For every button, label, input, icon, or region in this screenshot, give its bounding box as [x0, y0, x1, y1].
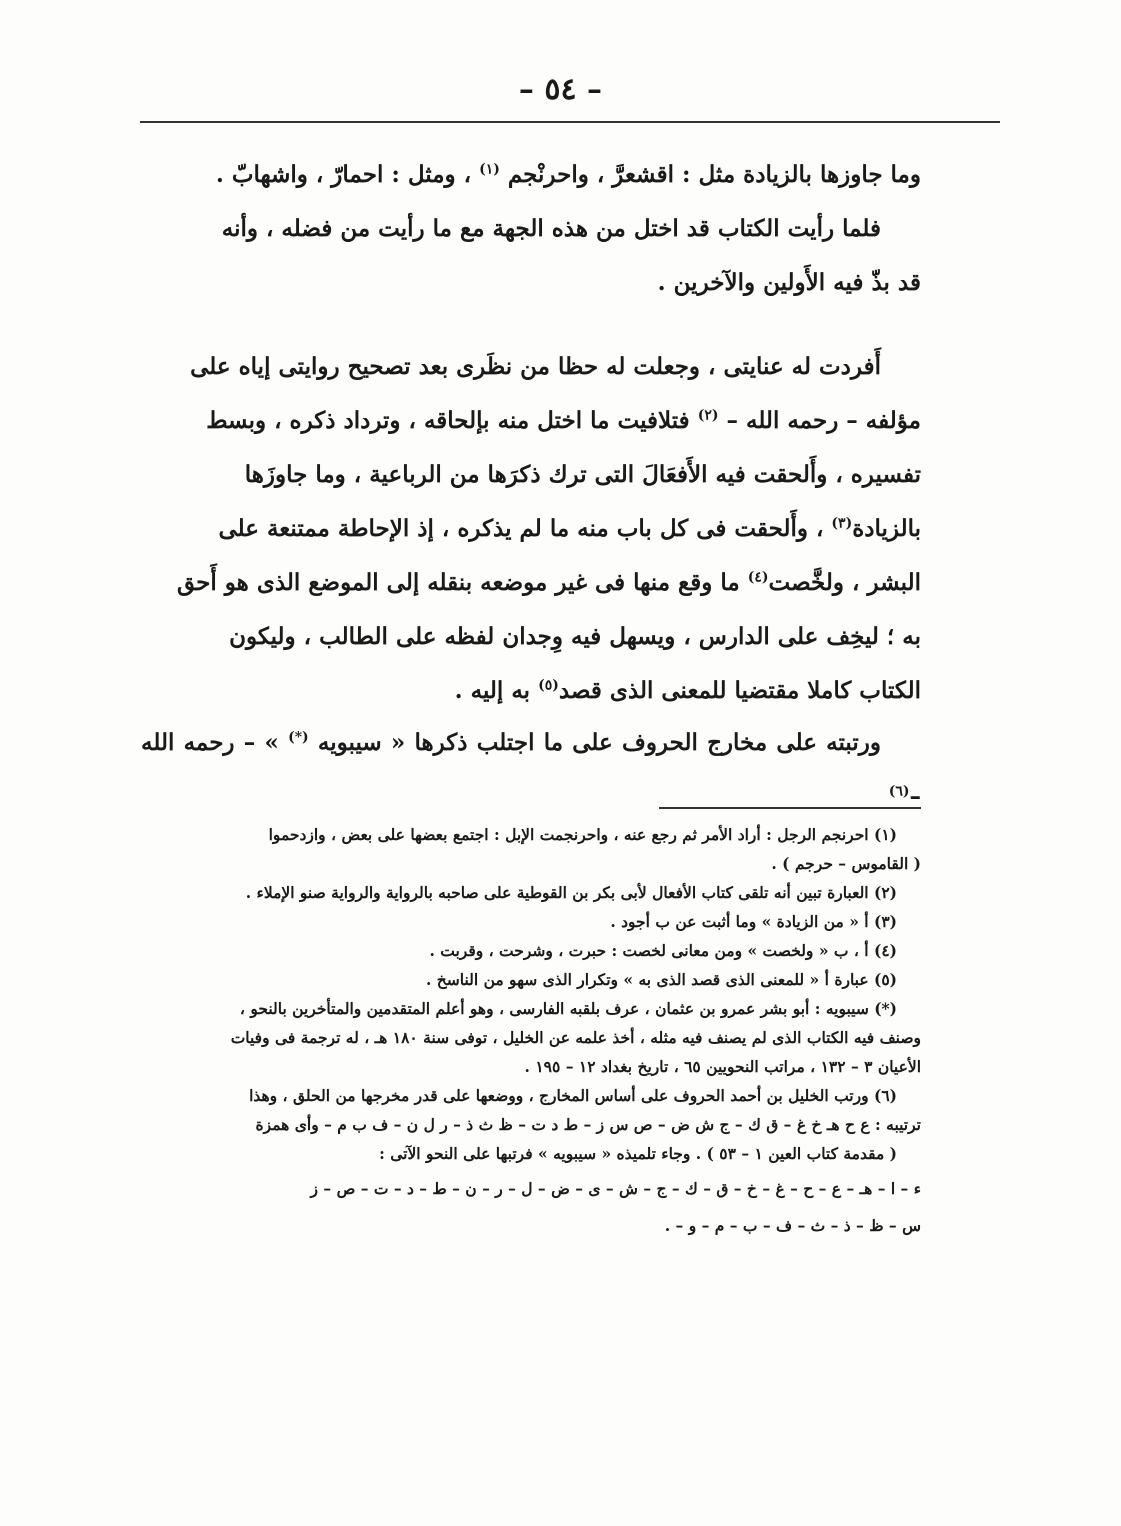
footnote-ref: (٢): [697, 407, 719, 424]
paragraph-1-line-3: قد بذّ فيه الأَولين والآخرين .: [657, 269, 921, 296]
text-span: بالزيادة: [852, 515, 921, 542]
footnote-line: (١) احرنجم الرجل : أراد الأمر ثم رجع عنه ، واحرنجمت الإبل : اجتمع بعضها على بعض ، وازدحموا: [268, 825, 897, 844]
text-span: ، ومثل : احمارّ ، واشهابّ .: [215, 161, 472, 188]
paragraph-2-line-2: [141, 394, 921, 448]
footnote-3: (٣) أ « من الزيادة » وما أثبت عن ب أجود .: [610, 912, 897, 931]
footnote-6-line-3: ( مقدمة كتاب العين ١ – ٥٣ ) . وجاء تلميذه « سيبويه » فرتبها على النحو الآتى :: [379, 1144, 897, 1163]
footnote-ref: (١): [479, 161, 500, 178]
page-number: – ٥٤ –: [518, 72, 603, 107]
footnote-5: (٥) عبارة أ « للمعنى الذى قصد الذى به » وتكرار الذى سهو من الناسخ .: [425, 970, 897, 989]
text-span: البشر ، ولخَّصت: [768, 569, 921, 596]
paragraph-2-line-3: تفسيره ، وأَلحقت فيه الأَفعَالَ التى ترك ذكرَها من الرباعية ، وما جاوزَها: [244, 461, 921, 488]
text-span: فتلافيت ما اختل منه بإلحاقه ، وترداد ذكره ، وبسط: [206, 407, 690, 434]
text-span: الكتاب كاملا مقتضيا للمعنى الذى قصد: [558, 677, 921, 704]
text-span: مؤلفه – رحمه الله –: [726, 407, 921, 434]
paragraph-1-line-2: فلما رأيت الكتاب قد اختل من هذه الجهة مع ما رأيت من فضله ، وأنه: [221, 215, 881, 242]
paragraph-2-line-4: [141, 502, 921, 556]
text-span: ، وأَلحقت فى كل باب منه ما لم يذكره ، إذ الإحاطة ممتنعة على: [218, 515, 824, 542]
footnote-1: [131, 820, 921, 849]
footnote-star-line-3: الأعيان ٣ – ١٣٢ ، مراتب النحويين ٦٥ ، تاريخ بغداد ١٢ – ١٩٥ .: [524, 1057, 921, 1076]
paragraph-2: [141, 340, 921, 718]
footnote-6-line-2: ترتيبه : ع ح هـ خ غ – ق ك – ج ش ض – ص س ز – ط د ت – ظ ث ذ – ر ل ن – ف ب م – وأى همزة: [255, 1115, 921, 1134]
footnote-ref: (٦): [888, 783, 910, 800]
text-span: » – رحمه الله –: [141, 729, 921, 810]
footnote-1-continued: ( القاموس – حرجم ) .: [771, 854, 921, 873]
footnote-ref: (٣): [831, 515, 853, 532]
alphabet-order-line-1: ء – ا – هـ – ع – ح – غ – خ – ق – ك – ج – ش – ى – ض – ل – ر – ن – ط – د – ت – ص – ز: [310, 1179, 921, 1198]
footnote-ref: (*): [288, 729, 309, 746]
footnote-6: (٦) ورتب الخليل بن أحمد الحروف على أساس المخارج ، ووضعها على قدر مخرجها من الحلق ، وهذا: [249, 1086, 897, 1105]
footnote-ref: (٥): [538, 677, 559, 694]
footnote-rule: [659, 807, 921, 809]
footnote-star-line-2: وصنف فيه الكتاب الذى لم يصنف فيه مثله ، أخذ علمه عن الخليل ، توفى سنة ١٨٠ هـ ، له ترجمة فى وفيات: [230, 1028, 921, 1047]
text-span: به إليه .: [454, 677, 531, 704]
footnote-2: (٢) العبارة تبين أنه تلقى كتاب الأفعال لأبى بكر بن القوطية على صاحبه بالرواية والرواية صنو الإملاء .: [245, 883, 897, 902]
paragraph-1-line-1: [141, 148, 921, 202]
footnote-star: (*) سيبويه : أبو بشر عمرو بن عثمان ، عرف بلقبه الفارسى ، وهو أعلم المتقدمين والمتأخرين بالنحو ،: [239, 999, 897, 1018]
paragraph-2-line-5: [141, 556, 921, 610]
footnote-4: (٤) أ ، ب « ولخصت » ومن معانى لخصت : حبرت ، وشرحت ، وقربت .: [429, 941, 897, 960]
footnote-ref: (٤): [747, 569, 769, 586]
alphabet-order-line-2: س – ظ – ذ – ث – ف – ب – م – و – .: [664, 1216, 921, 1235]
paragraph-2-line-7: [141, 664, 921, 718]
header-rule: [140, 121, 1000, 123]
footnotes: [131, 820, 921, 1242]
paragraph-2-line-6: به ؛ ليخِف على الدارس ، ويسهل فيه وِجدان لفظه على الطالب ، وليكون: [229, 623, 921, 650]
text-span: ما وقع منها فى غير موضعه بنقله إلى الموضع الذى هو أَحق: [177, 569, 740, 596]
paragraph-2-line-1: أَفردت له عنايتى ، وجعلت له حظا من نظَرى بعد تصحيح روايتى إياه على: [190, 353, 881, 380]
paragraph-1: [141, 148, 921, 310]
text-span: وما جاوزها بالزيادة مثل : اقشعرَّ ، واحرنْجم: [507, 161, 921, 188]
text-span: ورتبته على مخارج الحروف على ما اجتلب ذكرها « سيبويه: [317, 729, 881, 756]
